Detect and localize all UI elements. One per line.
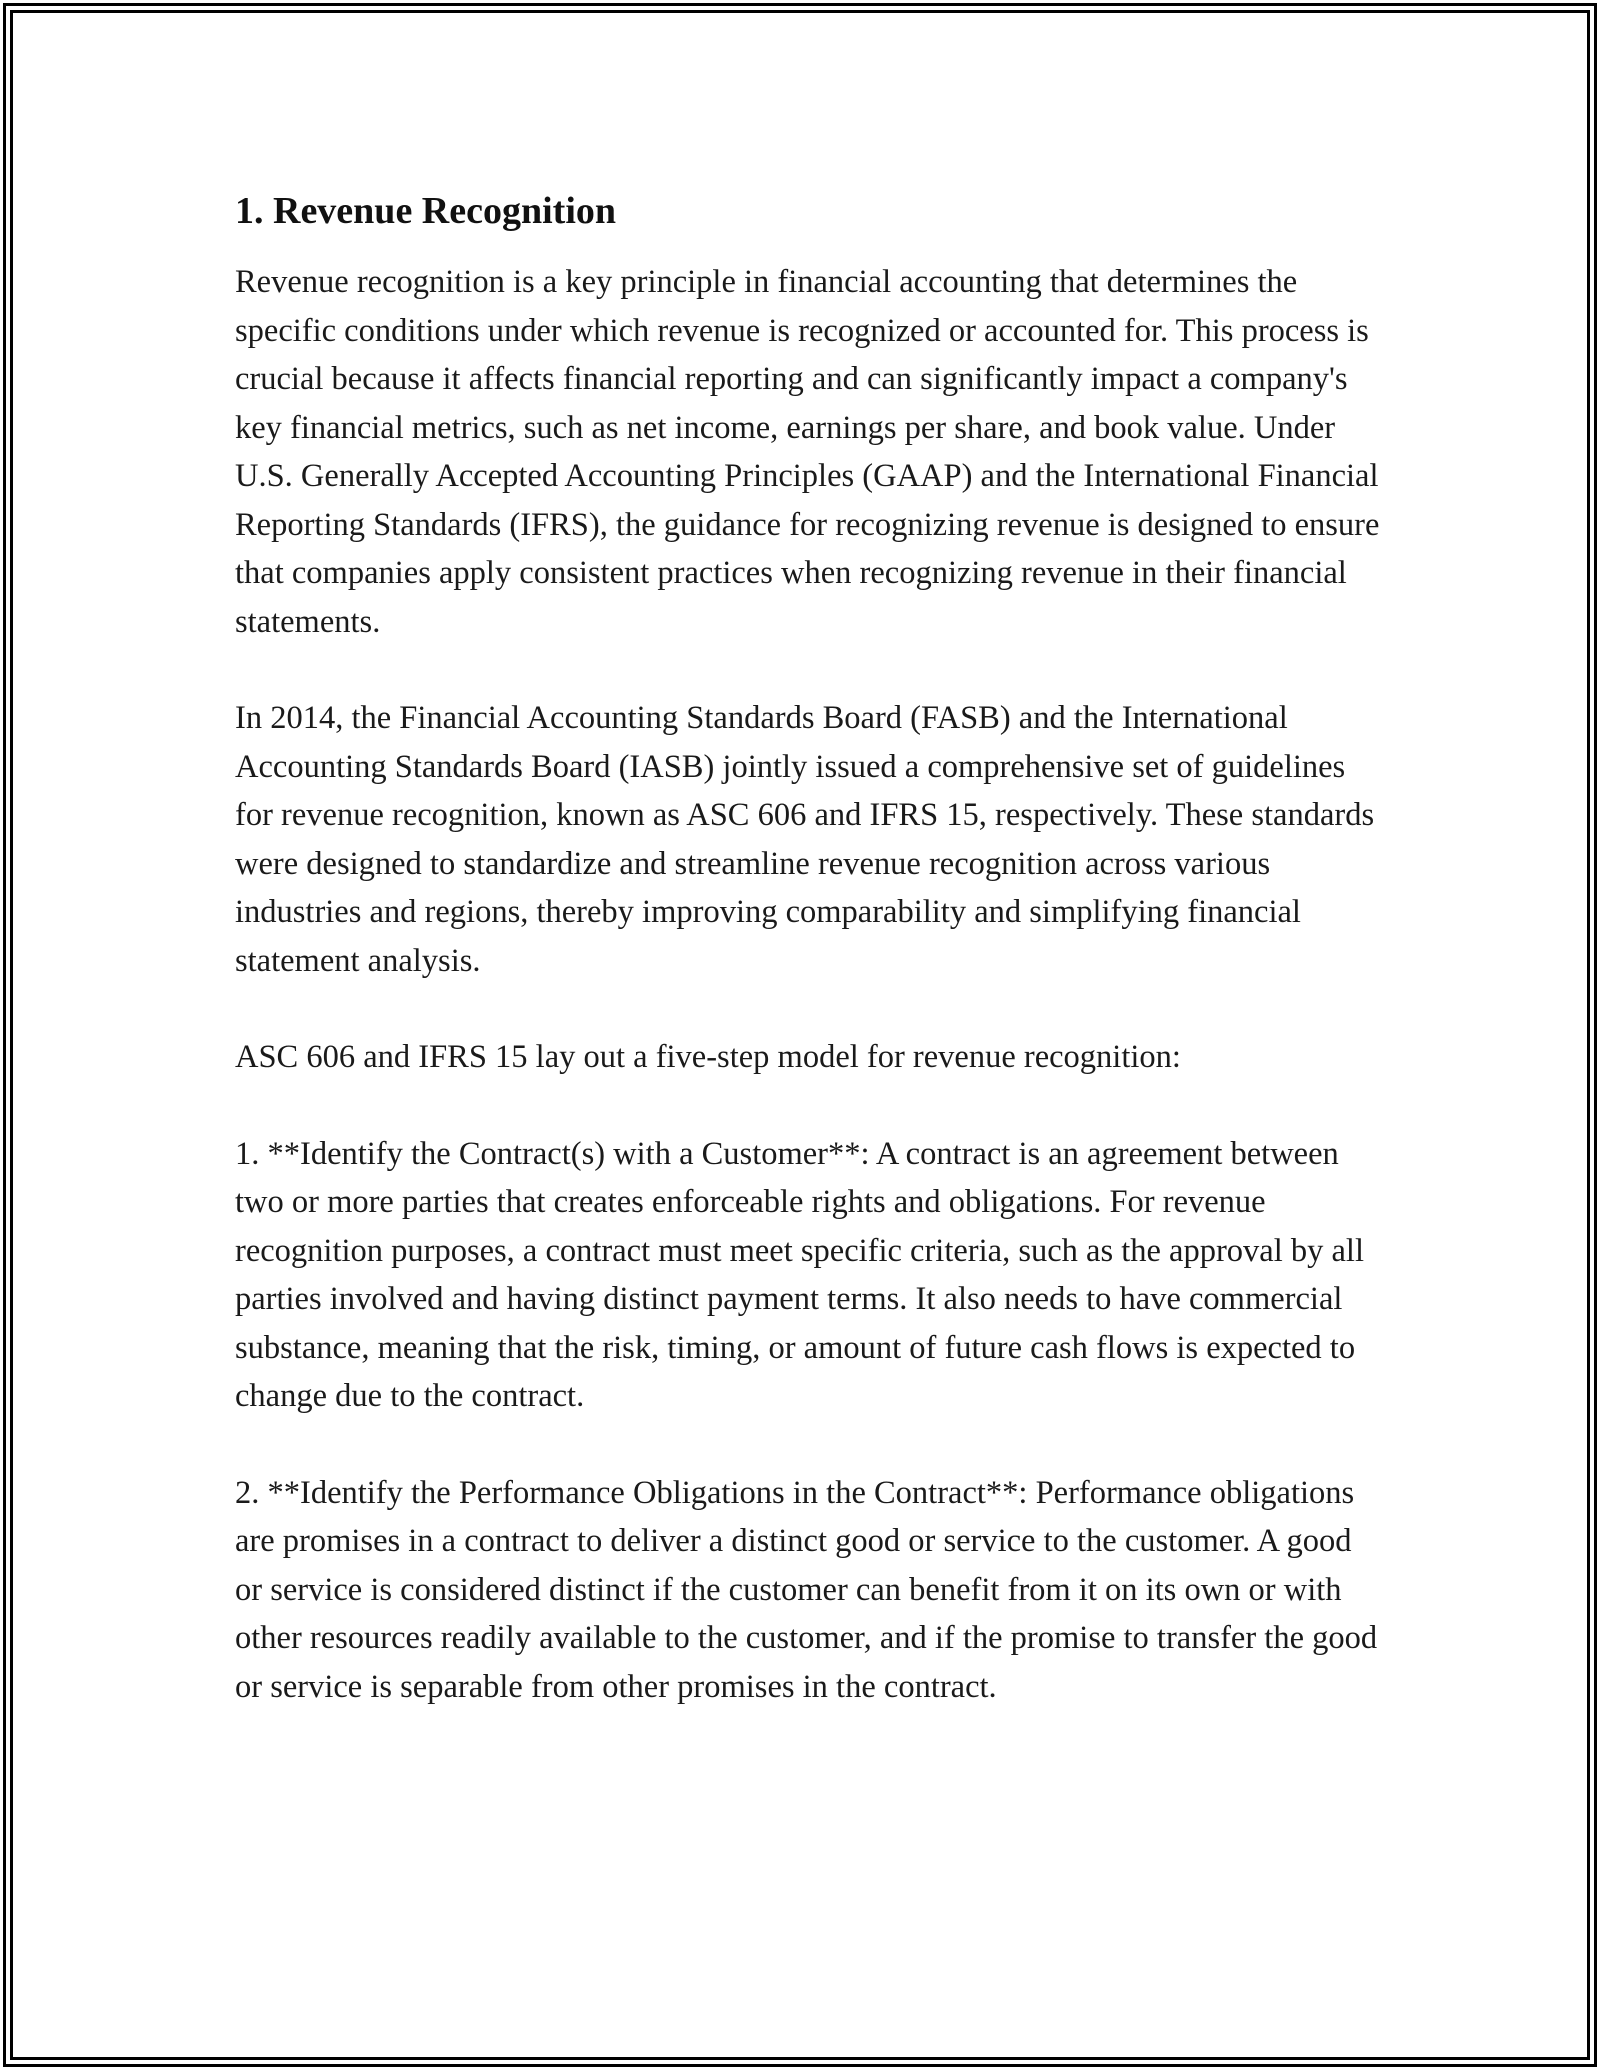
paragraph-step-2-performance-obligations: 2. **Identify the Performance Obligations in the Contract**: Performance obligations are promises in a contract to deliver a distinct good or service to the customer. A good or service is considered distinct if the customer can benefit from it on its own or with other resources readily available to the customer, and if the promise to transfer the good or service is separable from other promises in the contract. xyxy=(235,1474,1378,1705)
section-heading: 1. Revenue Recognition xyxy=(235,190,617,232)
paragraph-five-step-model-intro: ASC 606 and IFRS 15 lay out a five-step model for revenue recognition: xyxy=(235,1039,1181,1075)
document-body xyxy=(235,186,1385,1759)
paragraph-step-1-identify-contract: 1. **Identify the Contract(s) with a Customer**: A contract is an agreement between two or more parties that creates enforceable rights and obligations. For revenue recognition purposes, a contract must meet specific criteria, such as the approval by all parties involved and having distinct payment terms. It also needs to have commercial substance, meaning that the risk, timing, or amount of future cash flows is expected to change due to the contract. xyxy=(235,1135,1364,1414)
paragraph-revenue-recognition-intro: Revenue recognition is a key principle in financial accounting that determines the specific conditions under which revenue is recognized or accounted for. This process is crucial because it affects financial reporting and can significantly impact a company's key financial metrics, such as net income, earnings per share, and book value. Under U.S. Generally Accepted Accounting Principles (GAAP) and the International Financial Reporting Standards (IFRS), the guidance for recognizing revenue is designed to ensure that companies apply consistent practices when recognizing revenue in their financial statements. xyxy=(235,264,1380,640)
paragraph-asc606-ifrs15-history: In 2014, the Financial Accounting Standards Board (FASB) and the International Accounting Standards Board (IASB) jointly issued a comprehensive set of guidelines for revenue recognition, known as ASC 606 and IFRS 15, respectively. These standards were designed to standardize and streamline revenue recognition across various industries and regions, thereby improving comparability and simplifying financial statement analysis. xyxy=(235,700,1375,979)
